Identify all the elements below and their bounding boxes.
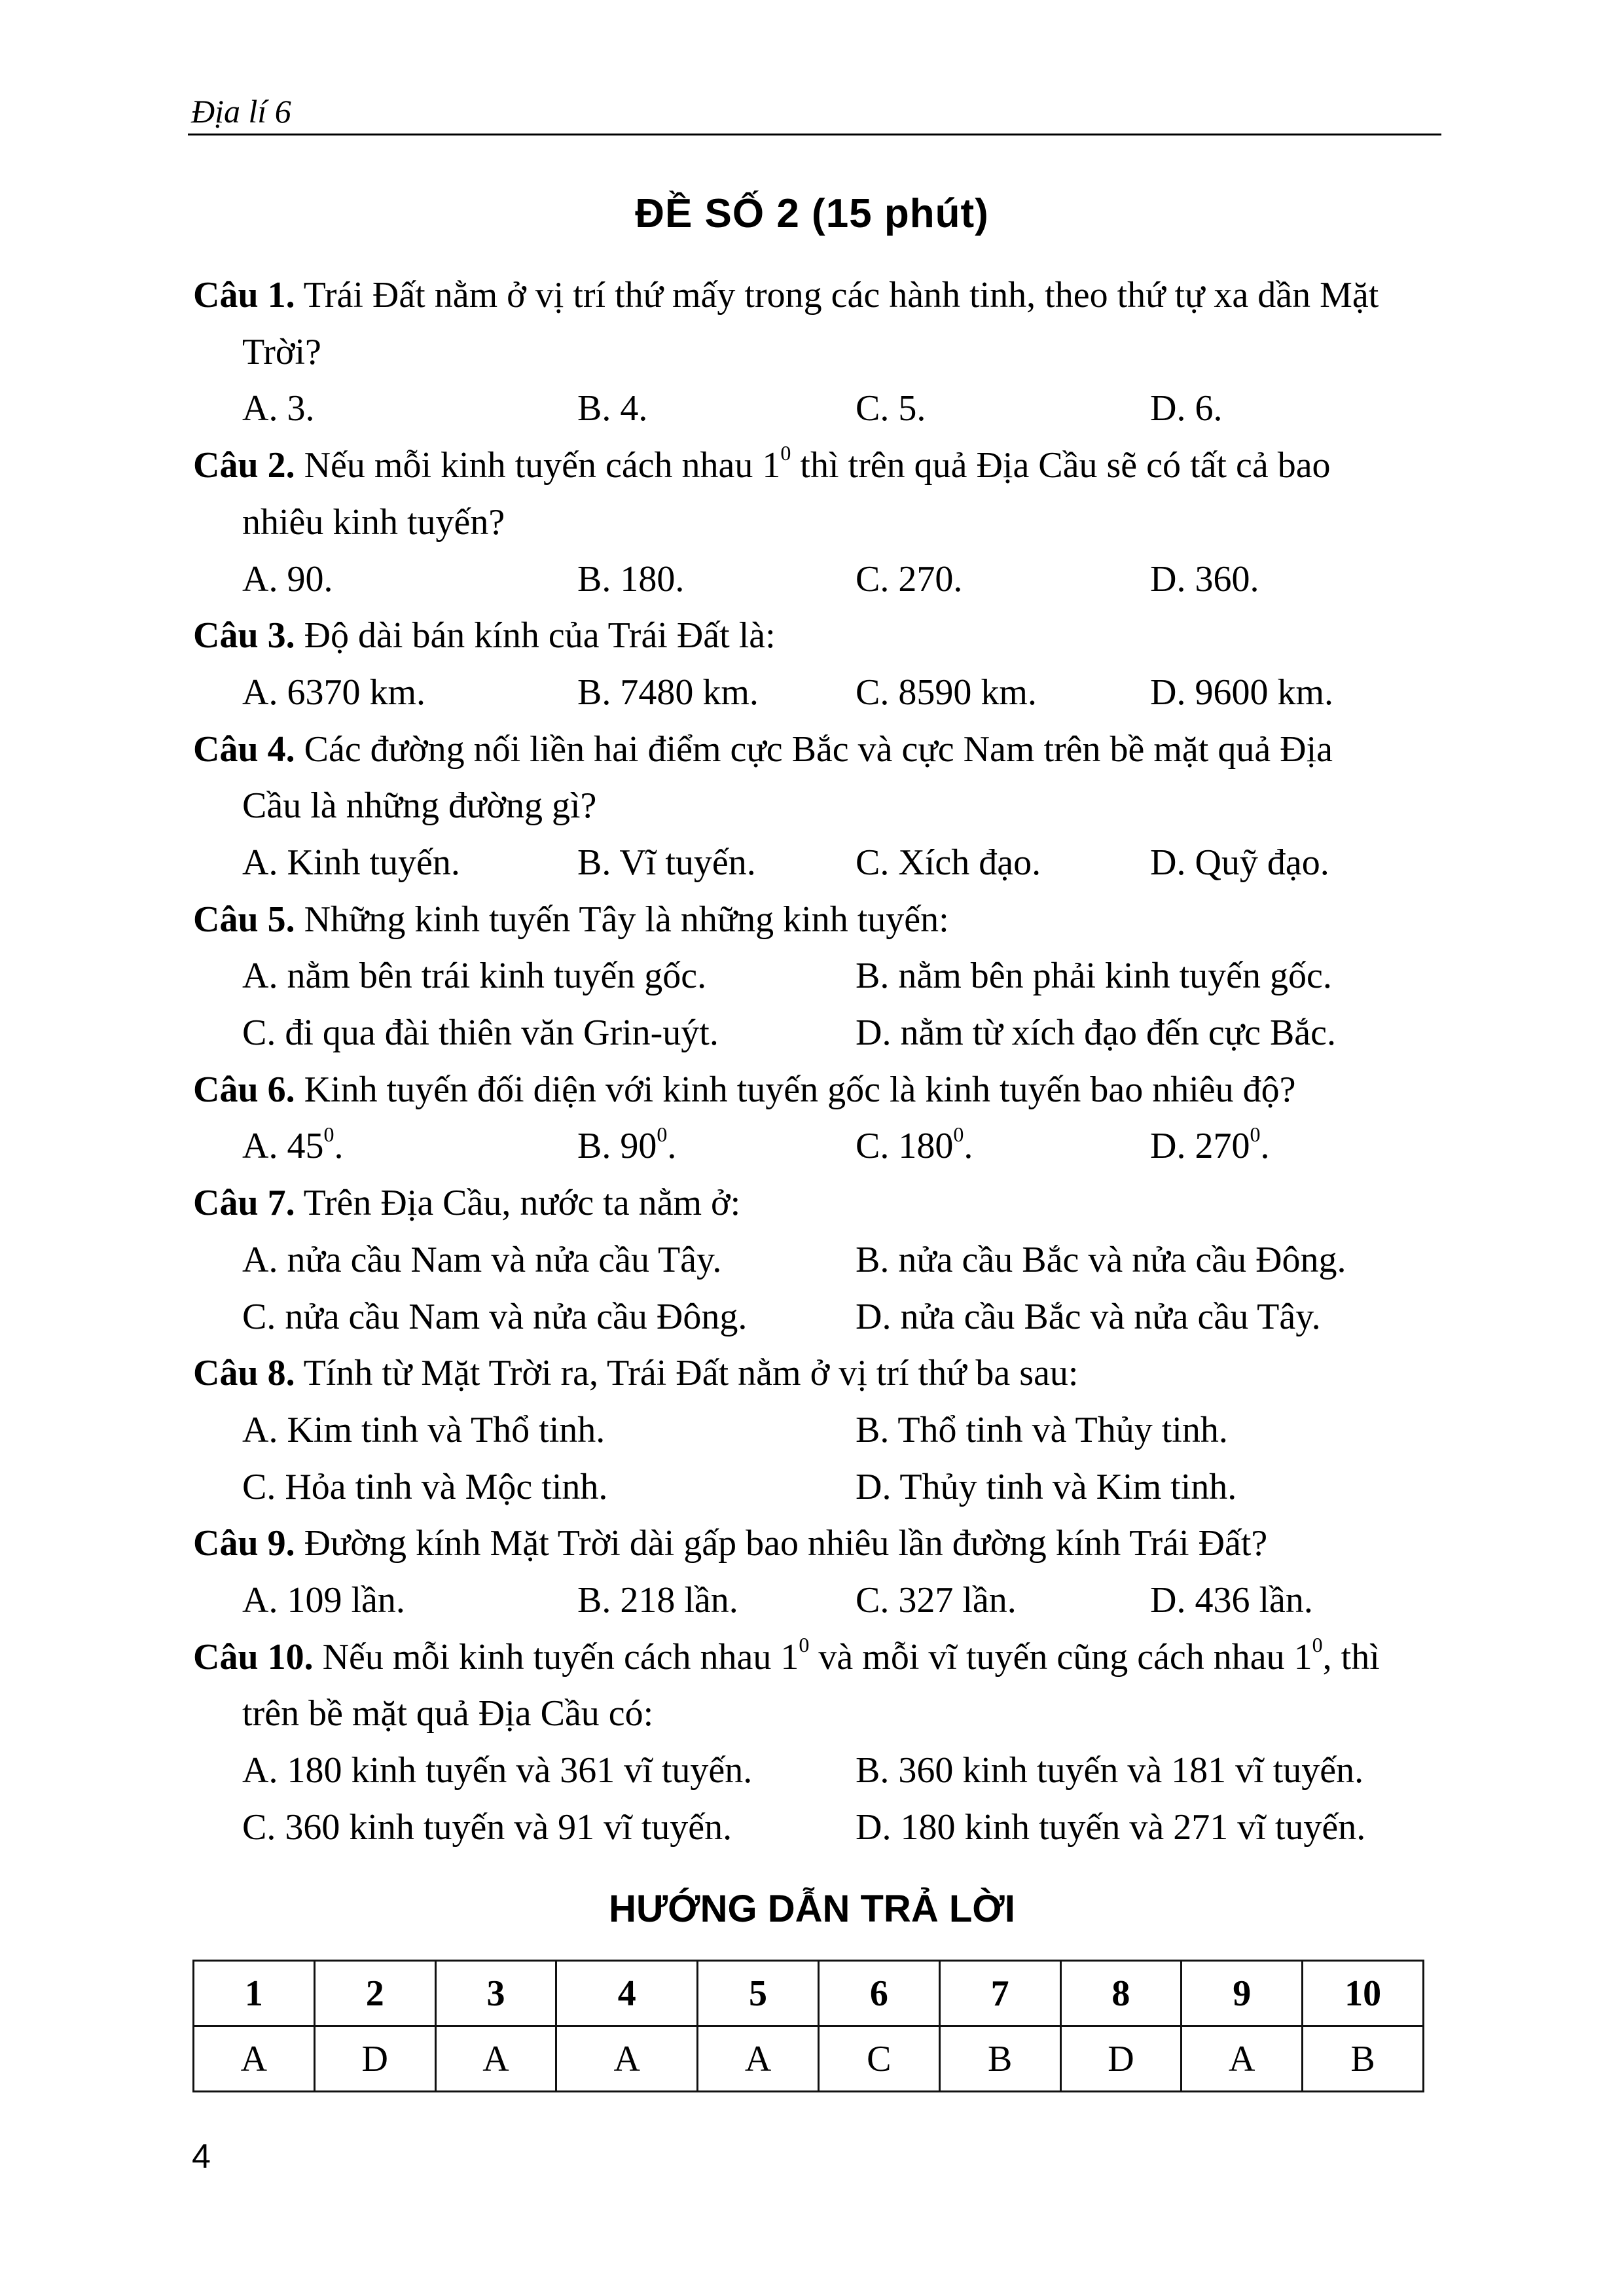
answer-cell: D xyxy=(1060,2026,1182,2092)
question-text-continued: nhiêu kinh tuyến? xyxy=(242,501,505,543)
degree-mark: 0 xyxy=(323,1122,334,1146)
option-punct: . xyxy=(667,1126,677,1167)
question-number-cell: 1 xyxy=(194,1961,315,2026)
question-text: Tính từ Mặt Trời ra, Trái Đất nằm ở vị trí thứ ba sau: xyxy=(295,1353,1079,1394)
question-text-continued: Trời? xyxy=(242,331,321,372)
question-number-cell: 4 xyxy=(556,1961,698,2026)
question-9 xyxy=(193,1515,1437,1628)
option-b: B. 218 lần. xyxy=(577,1580,738,1621)
question-label: Câu 9. xyxy=(193,1523,295,1564)
option-c: C. 8590 km. xyxy=(856,672,1037,713)
option-value: D. 270 xyxy=(1150,1126,1250,1167)
question-number-cell: 8 xyxy=(1060,1961,1182,2026)
answer-cell: A xyxy=(556,2026,698,2092)
option-a: A. Kinh tuyến. xyxy=(242,842,460,883)
option-a: A. 90. xyxy=(242,558,333,600)
option-a: A. Kim tinh và Thổ tinh. xyxy=(242,1409,605,1450)
option-d: D. 180 kinh tuyến và 271 vĩ tuyến. xyxy=(856,1806,1366,1848)
question-text: Trái Đất nằm ở vị trí thứ mấy trong các hành tinh, theo thứ tự xa dần Mặt xyxy=(295,275,1379,315)
options-row-2 xyxy=(193,1799,1437,1856)
question-number-cell: 3 xyxy=(435,1961,556,2026)
question-label: Câu 2. xyxy=(193,445,295,486)
option-a: A. 109 lần. xyxy=(242,1580,405,1621)
answer-cell: A xyxy=(194,2026,315,2092)
option-a: A. nằm bên trái kinh tuyến gốc. xyxy=(242,956,707,997)
question-text: và mỗi vĩ tuyến cũng cách nhau 1 xyxy=(809,1636,1312,1677)
option-c: C. đi qua đài thiên văn Grin-uýt. xyxy=(242,1013,719,1054)
question-1 xyxy=(193,267,1437,437)
option-c: C. 360 kinh tuyến và 91 vĩ tuyến. xyxy=(242,1806,732,1848)
answer-key-answers-row xyxy=(194,2026,1424,2092)
degree-mark: 0 xyxy=(799,1633,810,1657)
question-list xyxy=(193,267,1437,1856)
answer-cell: C xyxy=(818,2026,939,2092)
option-a xyxy=(242,1118,343,1175)
question-text: Trên Địa Cầu, nước ta nằm ở: xyxy=(295,1183,741,1224)
question-text: Nếu mỗi kinh tuyến cách nhau 1 xyxy=(313,1636,799,1677)
question-6 xyxy=(193,1062,1437,1175)
question-text-continued: Cầu là những đường gì? xyxy=(242,785,597,827)
option-a: A. 6370 km. xyxy=(242,672,425,713)
options xyxy=(193,380,1437,437)
option-d xyxy=(1150,1118,1269,1175)
answer-cell: B xyxy=(939,2026,1060,2092)
question-4 xyxy=(193,721,1437,891)
options-row-1 xyxy=(193,1232,1437,1289)
options-row-1 xyxy=(193,1742,1437,1799)
question-number-cell: 9 xyxy=(1182,1961,1303,2026)
question-label: Câu 7. xyxy=(193,1183,295,1224)
degree-mark: 0 xyxy=(1312,1633,1323,1657)
option-b: B. 4. xyxy=(577,388,648,429)
question-text: Các đường nối liền hai điểm cực Bắc và cực Nam trên bề mặt quả Địa xyxy=(295,728,1333,770)
page-number: 4 xyxy=(192,2138,211,2176)
question-10 xyxy=(193,1629,1437,1856)
question-5 xyxy=(193,891,1437,1062)
option-b: B. 7480 km. xyxy=(577,672,759,713)
question-number-cell: 5 xyxy=(698,1961,819,2026)
question-text: Nếu mỗi kinh tuyến cách nhau 1 xyxy=(295,445,781,486)
options xyxy=(193,551,1437,608)
running-head: Địa lí 6 xyxy=(191,93,291,130)
question-text: Độ dài bán kính của Trái Đất là: xyxy=(295,615,776,656)
question-text: , thì xyxy=(1322,1636,1380,1677)
option-d: D. nửa cầu Bắc và nửa cầu Tây. xyxy=(856,1296,1321,1337)
question-2 xyxy=(193,437,1437,607)
option-b xyxy=(577,1118,676,1175)
option-b: B. Thổ tinh và Thủy tinh. xyxy=(856,1409,1228,1450)
question-number-cell: 6 xyxy=(818,1961,939,2026)
option-a: A. 3. xyxy=(242,388,315,429)
question-text: Kinh tuyến đối diện với kinh tuyến gốc là kinh tuyến bao nhiêu độ? xyxy=(295,1069,1296,1110)
page-title: ĐỀ SỐ 2 (15 phút) xyxy=(635,191,989,236)
question-3 xyxy=(193,607,1437,721)
options xyxy=(193,1572,1437,1629)
degree-mark: 0 xyxy=(657,1122,668,1146)
question-7 xyxy=(193,1175,1437,1345)
option-punct: . xyxy=(964,1126,973,1167)
answer-cell: D xyxy=(314,2026,435,2092)
option-c: C. nửa cầu Nam và nửa cầu Đông. xyxy=(242,1296,748,1337)
options-row-1 xyxy=(193,1402,1437,1459)
option-punct: . xyxy=(1260,1126,1270,1167)
answer-key-heading: HƯỚNG DẪN TRẢ LỜI xyxy=(609,1888,1015,1930)
question-number-cell: 10 xyxy=(1303,1961,1424,2026)
options-row-2 xyxy=(193,1005,1437,1062)
option-c: C. Xích đạo. xyxy=(856,842,1041,883)
degree-mark: 0 xyxy=(780,441,791,465)
question-8 xyxy=(193,1345,1437,1515)
option-b: B. nửa cầu Bắc và nửa cầu Đông. xyxy=(856,1239,1346,1280)
answer-cell: A xyxy=(698,2026,819,2092)
option-value: B. 90 xyxy=(577,1126,657,1167)
option-c: C. 327 lần. xyxy=(856,1580,1017,1621)
options-row-2 xyxy=(193,1459,1437,1516)
option-d: D. 360. xyxy=(1150,558,1259,600)
question-label: Câu 1. xyxy=(193,275,295,315)
option-c: C. 5. xyxy=(856,388,926,429)
option-d: D. Thủy tinh và Kim tinh. xyxy=(856,1466,1237,1507)
header-rule xyxy=(188,134,1441,135)
answer-cell: A xyxy=(1182,2026,1303,2092)
option-a: A. 180 kinh tuyến và 361 vĩ tuyến. xyxy=(242,1750,753,1791)
question-text: thì trên quả Địa Cầu sẽ có tất cả bao xyxy=(791,445,1331,486)
question-label: Câu 8. xyxy=(193,1353,295,1394)
option-b: B. 360 kinh tuyến và 181 vĩ tuyến. xyxy=(856,1750,1364,1791)
option-d: D. nằm từ xích đạo đến cực Bắc. xyxy=(856,1013,1337,1054)
option-value: A. 45 xyxy=(242,1126,324,1167)
option-value: C. 180 xyxy=(856,1126,954,1167)
answer-cell: A xyxy=(435,2026,556,2092)
options-row-2 xyxy=(193,1289,1437,1346)
option-d: D. Quỹ đạo. xyxy=(1150,842,1329,883)
question-label: Câu 6. xyxy=(193,1069,295,1110)
answer-key-numbers-row xyxy=(194,1961,1424,2026)
question-text: Đường kính Mặt Trời dài gấp bao nhiêu lần đường kính Trái Đất? xyxy=(295,1523,1268,1564)
question-label: Câu 10. xyxy=(193,1636,314,1677)
option-punct: . xyxy=(334,1126,344,1167)
question-label: Câu 4. xyxy=(193,728,295,770)
question-label: Câu 5. xyxy=(193,899,295,940)
question-number-cell: 7 xyxy=(939,1961,1060,2026)
option-c xyxy=(856,1118,973,1175)
options xyxy=(193,664,1437,721)
question-number-cell: 2 xyxy=(314,1961,435,2026)
question-text: Những kinh tuyến Tây là những kinh tuyến: xyxy=(295,899,949,940)
degree-mark: 0 xyxy=(953,1122,964,1146)
answer-cell: B xyxy=(1303,2026,1424,2092)
options xyxy=(193,834,1437,891)
question-label: Câu 3. xyxy=(193,615,295,656)
option-d: D. 9600 km. xyxy=(1150,672,1333,713)
degree-mark: 0 xyxy=(1250,1122,1261,1146)
option-b: B. 180. xyxy=(577,558,685,600)
option-b: B. Vĩ tuyến. xyxy=(577,842,756,883)
option-b: B. nằm bên phải kinh tuyến gốc. xyxy=(856,956,1332,997)
answer-key-table xyxy=(192,1960,1424,2092)
option-c: C. 270. xyxy=(856,558,963,600)
options-row-1 xyxy=(193,948,1437,1005)
option-d: D. 436 lần. xyxy=(1150,1580,1313,1621)
options xyxy=(193,1118,1437,1175)
option-d: D. 6. xyxy=(1150,388,1223,429)
question-text-continued: trên bề mặt quả Địa Cầu có: xyxy=(242,1693,654,1734)
option-a: A. nửa cầu Nam và nửa cầu Tây. xyxy=(242,1239,722,1280)
option-c: C. Hỏa tinh và Mộc tinh. xyxy=(242,1466,608,1507)
